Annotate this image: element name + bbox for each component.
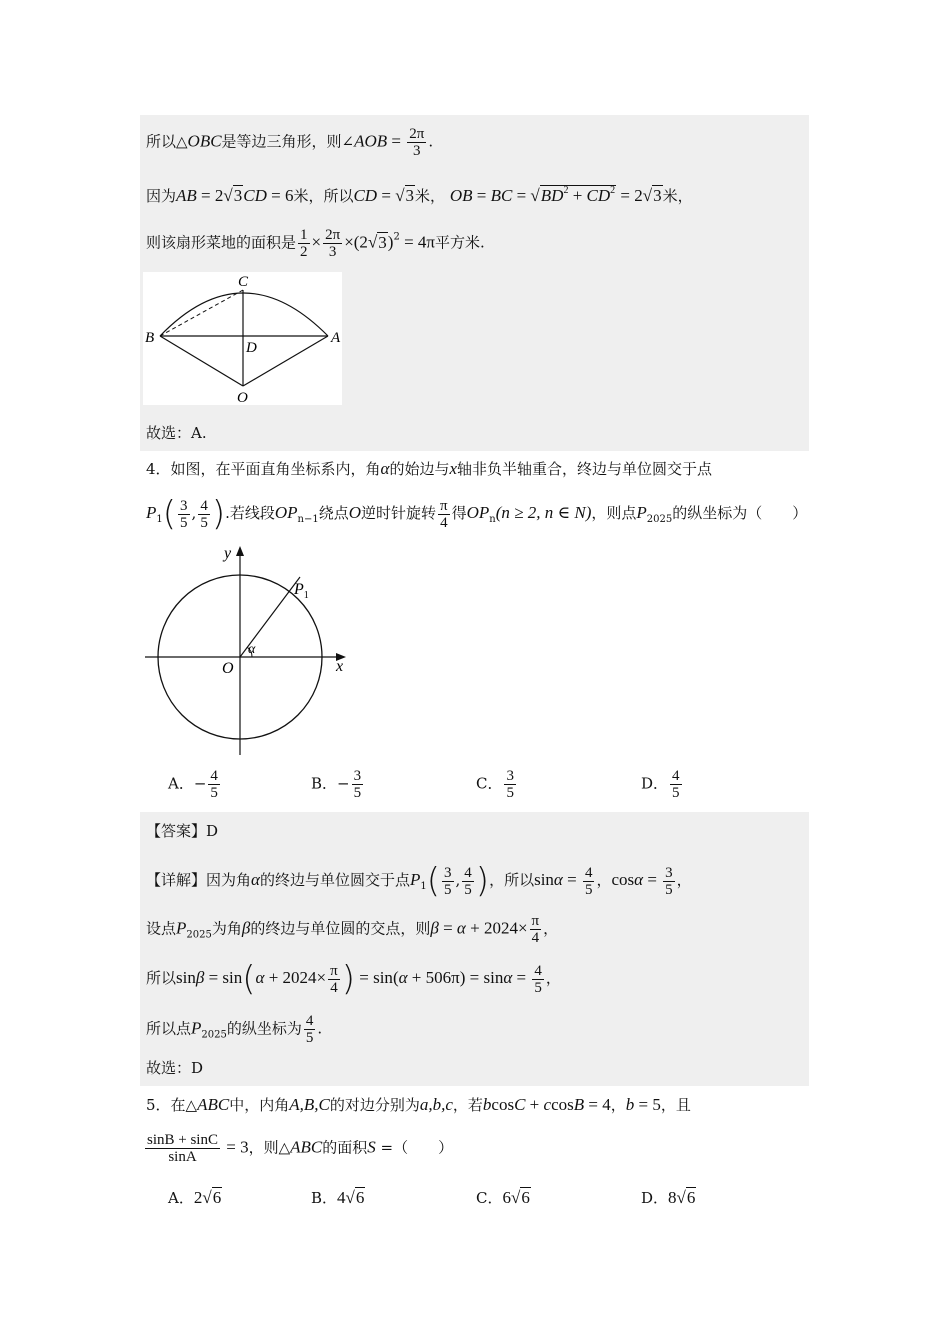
question5-option-c[interactable]: C．6√6 (476, 1188, 530, 1207)
label-C: C (238, 274, 249, 290)
sector-figure (143, 272, 342, 405)
unit-circle-figure (140, 540, 360, 760)
label-A: A (331, 330, 341, 346)
solution3-line1: 所以△OBC是等边三角形，则∠AOB = $\frac{2\pi}{3}$ . (146, 126, 434, 159)
solution4-step3: 所以sinβ = sin(α + 2024× $\frac{\pi}{4}$ ) = sin(α + 506π) = sinα = $\frac{4}{5}$ ， (146, 959, 561, 999)
question4-option-b[interactable]: B．− $\frac{3}{5}$ (311, 768, 362, 801)
question4-option-a[interactable]: A．− $\frac{4}{5}$ (168, 768, 218, 801)
question4-option-c[interactable]: C． $\frac{3}{5}$ (476, 768, 514, 801)
question5-line2: $\frac{\sin B + \sin C}{\sin A}$ = 3，则△ABC的面积S =（ ） (147, 1132, 454, 1165)
origin-label: O (222, 660, 234, 677)
label-B: B (145, 330, 155, 346)
question5-option-a[interactable]: A．2√6 (168, 1188, 222, 1207)
label-O: O (237, 390, 248, 405)
question5-option-d[interactable]: D．8√6 (641, 1188, 696, 1207)
question5-line1: 5．在△ABC中，内角A,B,C的对边分别为a,b,c，若bcosC + ccosB = 4，b = 5，且 (146, 1095, 691, 1114)
solution4-step2: 设点$P_{2025}$为角β的终边与单位圆的交点，则β = α + 2024× $\frac{\pi}{4}$ ， (146, 913, 559, 946)
question4-line2: $P_1$( $\frac{3}{5}$ , $\frac{4}{5}$ ).若线段$OP_{n-1}$绕点O逆时针旋转 $\frac{\pi}{4}$ 得$OP_n(n \ge 2$, n ∈ N)，则点$P_{2025}$的纵坐标为（ ） (146, 494, 808, 534)
solution3-line3: 则该扇形菜地的面积是 $\frac{1}{2}$ × $\frac{2\pi}{3}$ $\times(2√3)^2 = 4\pi$平方米. (146, 227, 485, 260)
solution4-step4: 所以点$P_{2025}$的纵坐标为 $\frac{4}{5}$ . (146, 1013, 323, 1046)
question5-option-b[interactable]: B．4√6 (311, 1188, 365, 1207)
axis-label-y: y (224, 545, 232, 562)
question4-option-d[interactable]: D． $\frac{4}{5}$ (641, 768, 680, 801)
label-D: D (246, 340, 257, 356)
question4-line1: 4．如图，在平面直角坐标系内，角α的始边与x轴非负半轴重合，终边与单位圆交于点 (146, 459, 713, 478)
angle-label-alpha: α (248, 642, 256, 657)
point-label-P1: $P_1$ (294, 581, 309, 601)
solution4-detail: 【详解】因为角α的终边与单位圆交于点$P_1$( $\frac{3}{5}$ , $\frac{4}{5}$ )，所以sinα = $\frac{4}{5}$ ，cosα = $\frac{3}{5}$ ， (146, 861, 692, 901)
solution3-line2: 因为AB = 2√3CD = 6米，所以CD = √3米， OB = BC = $√BD^2 + CD^2 = 2√3$米， (146, 185, 693, 205)
solution4-answer: 【答案】D (146, 822, 219, 840)
solution4-final: 故选：D (146, 1059, 204, 1077)
fraction: $\frac{2\pi}{3}$ (409, 126, 425, 159)
axis-label-x: x (336, 658, 344, 675)
solution3-answer: 故选：A. (146, 424, 207, 442)
